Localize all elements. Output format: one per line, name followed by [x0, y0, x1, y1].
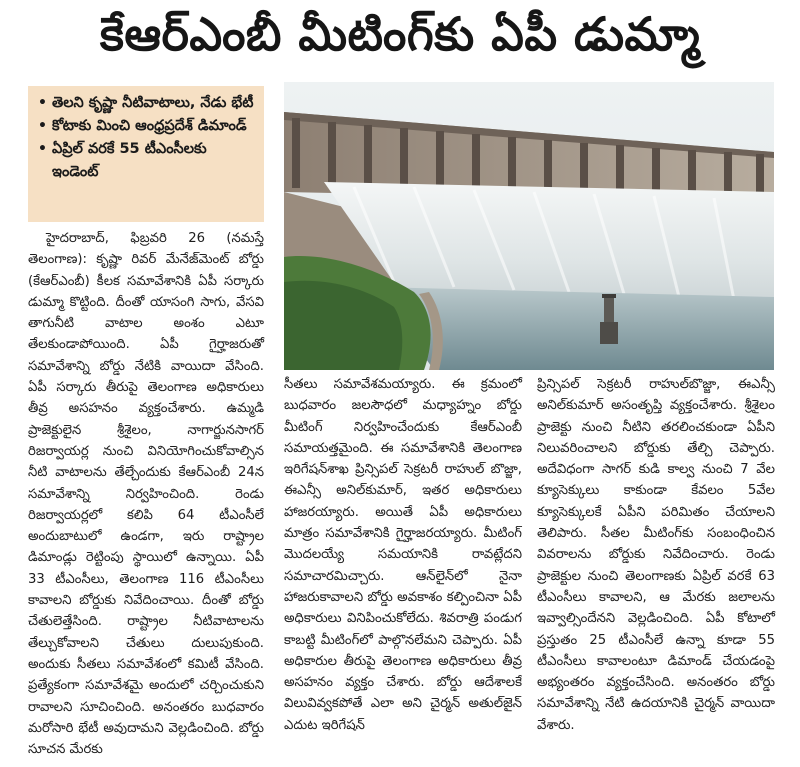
dam-spillway-photo [284, 82, 774, 370]
highlight-item [38, 138, 256, 184]
highlight-text: ఏప్రిల్ వరకే 55 టీఎంసీలకు ఇండెంట్ [52, 141, 207, 180]
bullet-icon: • [38, 95, 47, 111]
highlight-item [38, 115, 256, 138]
article-column-1 [28, 228, 264, 760]
article-body-text: సీతలు సమావేశమయ్యారు. ఈ క్రమంలో బుధవారం జలసౌధలో మధ్యాహ్నం బోర్డు మీటింగ్ నిర్వహించేందుకు కేఆర్ఎంబీ సమాయత్తమైంది. ఈ సమావేశానికి తెలంగాణ ఇరిగేషన్‌శాఖ ప్రిన్సిపల్ సెక్రటరీ రాహుల్ బొజ్జా, ఈఎన్సీ అనిల్‌కుమార్, ఇతర అధికారులు హాజరయ్యారు. అయితే ఏపీ అధికారులు మాత్రం సమావేశానికి గైర్హాజరయ్యారు. మీటింగ్ మొదలయ్యే సమయానికి రావట్లేదని సమాచారమిచ్చారు. ఆన్‌లైన్‌లో నైనా హాజరుకావాలని బోర్డు అవకాశం కల్పించినా ఏపీ అధికారులు వినిపించుకోలేదు. శివరాత్రి పండుగ కాబట్టి మీటింగ్‌లో పాల్గొనలేమని చెప్పారు. ఏపీ అధికారుల తీరుపై తెలంగాణ అధికారులు తీవ్ర అసహనం వ్యక్తం చేశారు. బోర్డు ఆదేశాలకే విలువివ్వకపోతే ఎలా అని చైర్మన్ అతుల్‌జైన్ ఎదుట ఇరిగేషన్ [284, 377, 522, 733]
highlight-item [38, 92, 256, 115]
highlight-text: కోటాకు మించి ఆంధ్రప్రదేశ్ డిమాండ్ [52, 118, 247, 134]
headline: కేఆర్‌ఎంబీ మీటింగ్‌కు ఏపీ డుమ్మా [99, 7, 701, 61]
bullet-icon: • [38, 118, 47, 134]
article-body-text: హైదరాబాద్, ఫిబ్రవరి 26 (నమస్తే తెలంగాణ): కృష్ణా రివర్ మేనేజ్‌మెంట్ బోర్డు (కేఆర్ఎంబీ) కీలక సమావేశానికి ఏపీ సర్కారు డుమ్మా కొట్టింది. దీంతో యాసంగి సాగు, వేసవి తాగునీటి వాటాల అంశం ఎటూ తేలకుండాపోయింది. ఏపీ గైర్హాజరుతో సమావేశాన్ని బోర్డు నేటికి వాయిదా వేసింది. ఏపీ సర్కారు తీరుపై తెలంగాణ అధికారులు తీవ్ర అసహనం వ్యక్తంచేశారు. ఉమ్మడి ప్రాజెక్టులైన శ్రీశైలం, నాగార్జునసాగర్ రిజర్వాయర్ల నుంచి వినియోగించుకోవాల్సిన నీటి వాటాలను తేల్చేందుకు కేఆర్ఎంబీ 24న సమావేశాన్ని నిర్వహించింది. రెండు రిజర్వాయర్లలో కలిపి 64 టీఎంసీలే అందుబాటులో ఉండగా, ఇరు రాష్ట్రాల డిమాండ్లు రెట్టింపు స్థాయిలో ఉన్నాయి. ఏపీ 33 టీఎంసీలు, తెలంగాణ 116 టీఎంసీలు కావాలని బోర్డుకు నివేదించాయి. దీంతో బోర్డు చేతులెత్తేసింది. రాష్ట్రాల నీటివాటాలను తేల్చుకోవాలని చేతులు దులుపుకుంది. అందుకు సీతలు సమావేశంలో కమిటీ వేసింది. ప్రత్యేకంగా సమావేశమై అందులో చర్చించుకుని రావాలని సూచించింది. అనంతరం బుధవారం మరోసారి భేటీ అవుదామని వెల్లడించింది. బోర్డు సూచన మేరకు [28, 231, 264, 758]
bullet-icon: • [38, 141, 47, 157]
highlight-text: తెలని కృష్ణా నీటివాటాలు, నేడు భేటీ [52, 95, 254, 111]
highlights-box [28, 86, 264, 222]
article-body-text: ప్రిన్సిపల్ సెక్రటరీ రాహుల్‌బొజ్జా, ఈఎన్సీ అనిల్‌కుమార్ అసంతృప్తి వ్యక్తంచేశారు. శ్రీశైలం ప్రాజెక్టు నుంచి నీటిని తరలించకుండా ఏపీని నిలువరించాలని బోర్డుకు తేల్చి చెప్పారు. అదేవిధంగా సాగర్ కుడి కాల్వ నుంచి 7 వేల క్యూసెక్కులు కాకుండా కేవలం 5వేల క్యూసెక్కులకే ఏపీని పరిమితం చేయాలని తెలిపారు. సీతల మీటింగ్‌కు సంబంధించిన వివరాలను బోర్డుకు నివేదించారు. రెండు ప్రాజెక్టుల నుంచి తెలంగాణకు ఏప్రిల్ వరకే 63 టీఎంసీలు కావాలని, ఆ మేరకు జలాలను ఇవ్వాల్సిందేనని వెల్లడించింది. ఏపీ కోటాలో ప్రస్తుతం 25 టీఎంసీలే ఉన్నా కూడా 55 టీఎంసీలు కావాలంటూ డిమాండ్ చేయడంపై అభ్యంతరం వ్యక్తంచేసింది. అనంతరం బోర్డు సమావేశాన్ని నేటి ఉదయానికి చైర్మన్ వాయిదా వేశారు. [537, 377, 775, 733]
article-column-3 [537, 374, 775, 736]
article-column-2 [284, 374, 522, 736]
